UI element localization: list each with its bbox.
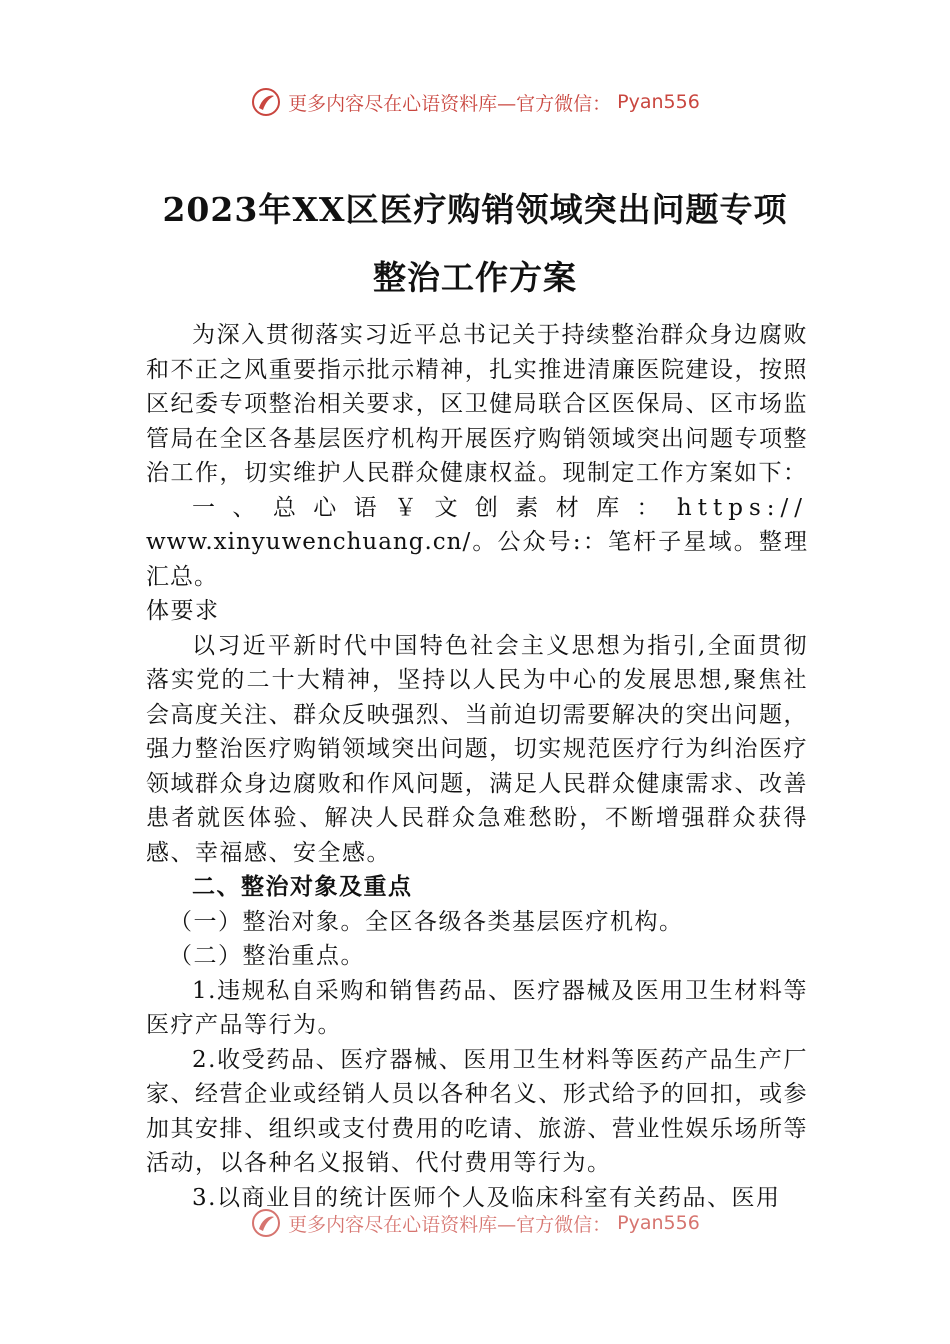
intro-paragraph: 为深入贯彻落实习近平总书记关于持续整治群众身边腐败和不正之风重要指示批示精神，扎实推进清廉医院建设，按照区纪委专项整治相关要求，区卫健局联合区医保局、区市场监管局在全区各基层医疗机构开展医疗购销领域突出问题专项整治工作，切实维护人民群众健康权益。现制定工作方案如下： (146, 322, 808, 486)
section1-heading-line3: 体要求 (146, 598, 220, 624)
watermark-text: 更多内容尽在心语资料库—官方微信： (288, 1213, 612, 1236)
document-title-line1: 2023年XX区医疗购销领域突出问题专项 (162, 190, 788, 229)
section1-heading-line2: www.xinyuwenchuang.cn/。公众号:：笔杆子星域。整理汇总。 (146, 529, 808, 590)
subsection1: （一）整治对象。全区各级各类基层医疗机构。 (169, 908, 684, 935)
watermark-footer (0, 1207, 950, 1239)
watermark-logo-icon (250, 1207, 282, 1239)
list-item-2: 2.收受药品、医疗器械、医用卫生材料等医药产品生产厂家、经营企业或经销人员以各种名义、形式给予的回扣，或参加其安排、组织或支付费用的吃请、旅游、营业性娱乐场所等活动，以各种名义报销、代付费用等行为。 (146, 1046, 808, 1176)
watermark-wechat-id: Pyan556 (617, 91, 700, 113)
subsection2: （二）整治重点。 (169, 943, 365, 969)
document-title-line2: 整治工作方案 (373, 258, 577, 297)
watermark-logo-icon (250, 86, 282, 118)
list-item-3: 3.以商业目的统计医师个人及临床科室有关药品、医用 (192, 1184, 781, 1211)
document-body (146, 318, 808, 1215)
section1-heading-line1: 一、总心语￥文创素材库：https:// (192, 494, 808, 521)
list-item-1: 1.违规私自采购和销售药品、医疗器械及医用卫生材料等医疗产品等行为。 (146, 977, 808, 1038)
watermark-wechat-id: Pyan556 (617, 1212, 700, 1234)
watermark-text: 更多内容尽在心语资料库—官方微信： (288, 92, 612, 115)
watermark-header (0, 86, 950, 118)
section2-heading: 二、整治对象及重点 (192, 874, 413, 900)
general-requirements-paragraph: 以习近平新时代中国特色社会主义思想为指引,全面贯彻落实党的二十大精神，坚持以人民为中心的发展思想,聚焦社会高度关注、群众反映强烈、当前迫切需要解决的突出问题，强力整治医疗购销领域突出问题，切实规范医疗行为纠治医疗领域群众身边腐败和作风问题，满足人民群众健康需求、改善患者就医体验、解决人民群众急难愁盼，不断增强群众获得感、幸福感、安全感。 (146, 632, 808, 866)
